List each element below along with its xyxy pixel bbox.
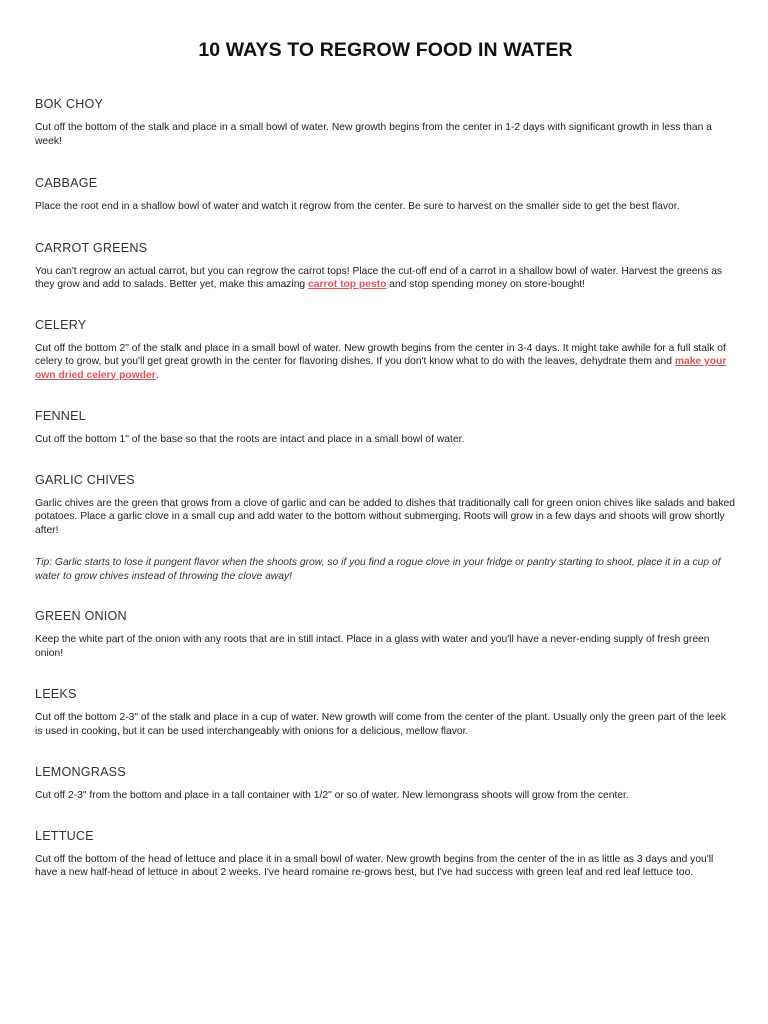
- text-after-link: .: [155, 369, 159, 381]
- section-heading: LEMONGRASS: [35, 765, 126, 779]
- section-celery: [35, 317, 736, 383]
- section-text: Cut off the bottom 1" of the base so that the roots are intact and place in a small bowl of water.: [35, 434, 465, 445]
- text-after-link: and stop spending money on store-bought!: [386, 279, 586, 290]
- page-title: 10 WAYS TO REGROW FOOD IN WATER: [198, 39, 573, 61]
- section-heading: LEEKS: [35, 687, 77, 701]
- celery-powder-link[interactable]: make your own dried celery powder: [35, 356, 727, 381]
- section-cabbage: [35, 175, 736, 214]
- section-heading: FENNEL: [35, 409, 86, 423]
- section-garlic-chives: [35, 472, 736, 584]
- section-leeks: [35, 686, 736, 738]
- section-fennel: [35, 408, 736, 447]
- section-heading: GARLIC CHIVES: [35, 472, 135, 487]
- text-before-link: Cut off the bottom 2" of the stalk and place in a small bowl of water. New growth begins from the center in 3-4 days. It might take awhile for a full stalk of celery to grow, but you'll get great growth in the center for flavoring dishes. If you don't know what to do with the leaves, dehydrate them and: [35, 342, 726, 367]
- section-green-onion: [35, 608, 736, 660]
- section-text: Cut off the bottom of the stalk and place in a small bowl of water. New growth begins from the center in 1-2 days with significant growth in less than a week!: [35, 122, 712, 147]
- section-heading: BOK CHOY: [35, 97, 104, 111]
- section-text: [35, 265, 736, 292]
- section-lemongrass: [35, 764, 736, 803]
- sections-list: [35, 96, 736, 880]
- section-heading: GREEN ONION: [35, 609, 127, 623]
- tip-text: Tip: Garlic starts to lose it pungent flavor when the shoots grow, so if you find a rogue clove in your fridge or pantry starting to shoot, place it in a cup of water to grow chives instead of throwing the clove away!: [35, 557, 721, 582]
- section-text: Cut off the bottom of the head of lettuce and place it in a small bowl of water. New growth begins from the center of the in as little as 3 days and you'll have a new half-head of lettuce in about 2 weeks. I've heard romaine re-grows best, but I've had success with green leaf and red leaf lettuce too.: [35, 853, 714, 878]
- section-lettuce: [35, 828, 736, 880]
- section-text: Cut off the bottom 2-3" of the stalk and place in a cup of water. New growth will come from the center of the plant. Usually only the green part of the leek is used in cooking, but it can be used interchangeably with onions for a delicious, mellow flavor.: [35, 712, 726, 737]
- section-text: Place the root end in a shallow bowl of water and watch it regrow from the center. Be sure to harvest on the smaller side to get the best flavor.: [35, 201, 680, 212]
- section-heading: CABBAGE: [35, 176, 98, 190]
- text-before-link: You can't regrow an actual carrot, but you can regrow the carrot tops! Place the cut-off end of a carrot in a shallow bowl of water. Harvest the greens as they grow and add to salads. Better yet, make this amazing: [35, 265, 723, 290]
- section-heading: CARROT GREENS: [35, 240, 148, 255]
- carrot-top-pesto-link[interactable]: carrot top pesto: [308, 279, 387, 290]
- section-heading: LETTUCE: [35, 828, 94, 843]
- section-text: Garlic chives are the green that grows from a clove of garlic and can be added to dishes that traditionally call for green onion chives like salads and baked potatoes. Place a garlic clove in a small cup and add water to the bottom without submerging. Roots will grow in a few days and shoots will grow shortly after!: [35, 497, 736, 536]
- section-heading: CELERY: [35, 317, 87, 332]
- section-text: Keep the white part of the onion with any roots that are in still intact. Place in a glass with water and you'll have a never-ending supply of fresh green onion!: [35, 634, 710, 659]
- section-bok-choy: [35, 96, 736, 148]
- section-carrot-greens: [35, 240, 736, 292]
- section-text: Cut off 2-3" from the bottom and place in a tall container with 1/2" or so of water. New lemongrass shoots will grow from the center.: [35, 790, 629, 801]
- section-text: [35, 342, 736, 383]
